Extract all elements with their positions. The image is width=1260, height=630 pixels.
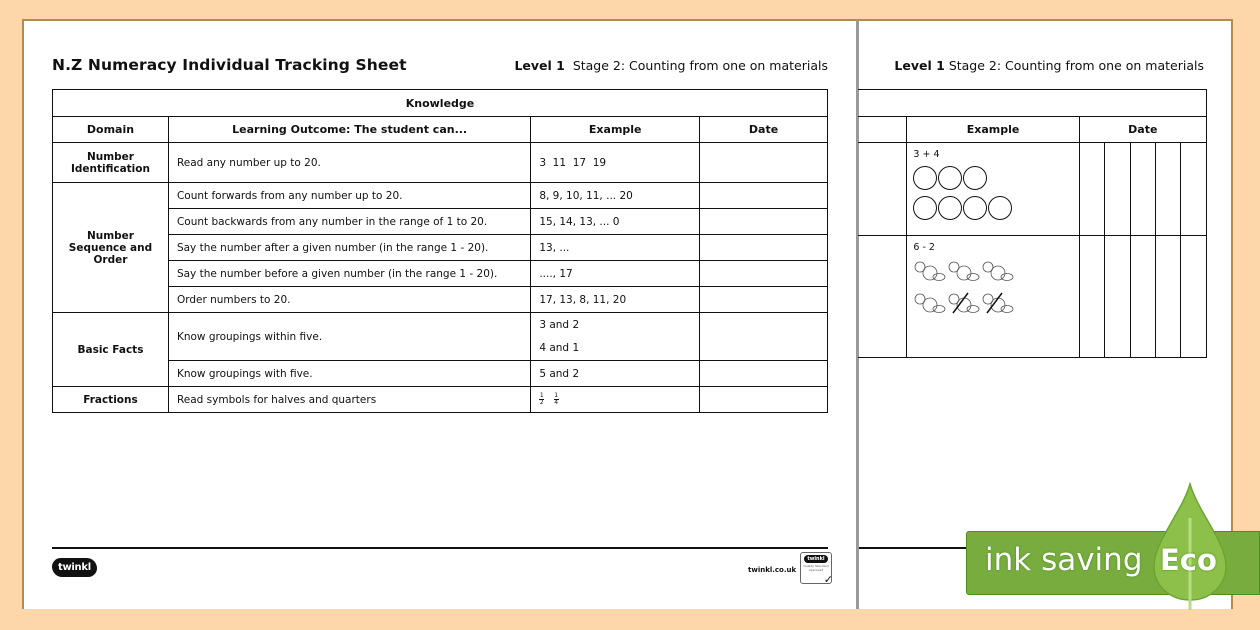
header-domain: Domain [53, 117, 169, 143]
date-cell[interactable] [1130, 143, 1155, 236]
outcome-cell: Say the number after a given number (in the range 1 - 20). [168, 235, 530, 261]
header-date: Date [700, 117, 828, 143]
ducks-illustration-icon [913, 253, 1023, 333]
outcome-cell: Know groupings with five. [168, 361, 530, 387]
circle-icon [913, 196, 937, 220]
twinkl-url[interactable]: twinkl.co.uk [748, 566, 797, 574]
outcome-cell: Read symbols for halves and quarters [168, 387, 530, 413]
level-label: Level 1 [514, 58, 565, 73]
example-cell: 15, 14, 13, ... 0 [531, 209, 700, 235]
date-cell[interactable] [700, 261, 828, 287]
checkmark-icon: ✓ [823, 573, 833, 586]
badge-logo: twinkl [804, 555, 827, 563]
twinkl-logo: twinkl [52, 558, 97, 577]
table-row [53, 287, 828, 313]
date-cell[interactable] [1079, 143, 1104, 236]
example-line: 4 and 1 [539, 341, 580, 354]
date-cell[interactable] [700, 387, 828, 413]
back-blank-cell [857, 236, 907, 358]
date-cell[interactable] [1181, 236, 1207, 358]
fraction-half [539, 393, 544, 406]
page-title: N.Z Numeracy Individual Tracking Sheet [52, 56, 407, 74]
section-header: Knowledge [53, 90, 828, 117]
date-cell[interactable] [700, 183, 828, 209]
table-row [53, 361, 828, 387]
back-row-addition [857, 143, 1207, 236]
example-cell: 13, ... [531, 235, 700, 261]
denominator: 2 [539, 399, 544, 406]
table-row [53, 313, 828, 361]
example-cell [531, 387, 700, 413]
numerator: 1 [554, 392, 559, 399]
circle-icon [988, 196, 1012, 220]
circle-icon [913, 166, 937, 190]
date-cell[interactable] [700, 235, 828, 261]
circle-icon [963, 196, 987, 220]
date-cell[interactable] [700, 143, 828, 183]
back-table [857, 89, 1207, 358]
date-cell[interactable] [700, 287, 828, 313]
back-level-label: Level 1 [894, 58, 945, 73]
date-cell[interactable] [1105, 143, 1130, 236]
ink-saving-label: ink saving [985, 542, 1143, 578]
table-row [53, 143, 828, 183]
front-page [22, 19, 858, 609]
outcome-cell: Order numbers to 20. [168, 287, 530, 313]
quality-approved-badge [800, 552, 832, 584]
back-stage-label: Stage 2: Counting from one on materials [948, 58, 1204, 73]
back-level-line [894, 58, 1204, 73]
circle-row-3 [913, 166, 1072, 190]
date-cell[interactable] [1156, 236, 1181, 358]
back-footer-divider [859, 547, 969, 549]
badge-text: Quality Standard Approved [803, 564, 829, 572]
outcome-cell: Count forwards from any number up to 20. [168, 183, 530, 209]
table-row [53, 183, 828, 209]
example-cell: 8, 9, 10, 11, ... 20 [531, 183, 700, 209]
example-label: 3 + 4 [913, 149, 940, 160]
example-cell: ...., 17 [531, 261, 700, 287]
domain-cell: Fractions [53, 387, 169, 413]
example-cell [531, 313, 700, 361]
back-section-header [857, 90, 1207, 117]
tracking-table [52, 89, 828, 413]
table-row [53, 235, 828, 261]
outcome-cell: Say the number before a given number (in the range 1 - 20). [168, 261, 530, 287]
eco-label: Eco [1160, 543, 1217, 577]
back-header-example: Example [907, 117, 1079, 143]
stage-label: Stage 2: Counting from one on materials [572, 58, 828, 73]
fraction-quarter [554, 393, 559, 406]
circle-row-4 [913, 196, 1072, 220]
domain-cell: Basic Facts [53, 313, 169, 387]
circle-icon [938, 166, 962, 190]
date-cell[interactable] [1105, 236, 1130, 358]
header-example: Example [531, 117, 700, 143]
domain-cell: Number Identification [53, 143, 169, 183]
example-line: 3 and 2 [539, 318, 580, 331]
back-blank-header [857, 117, 907, 143]
date-cell[interactable] [700, 209, 828, 235]
date-cell[interactable] [1130, 236, 1155, 358]
circle-icon [963, 166, 987, 190]
date-cell[interactable] [700, 361, 828, 387]
footer-divider [52, 547, 828, 549]
numerator: 1 [539, 392, 544, 399]
header-learning-outcome: Learning Outcome: The student can... [168, 117, 530, 143]
date-cell[interactable] [1181, 143, 1207, 236]
outcome-cell: Know groupings within five. [168, 313, 530, 361]
back-example-cell [907, 143, 1079, 236]
date-cell[interactable] [1079, 236, 1104, 358]
back-example-cell [907, 236, 1079, 358]
domain-cell: Number Sequence and Order [53, 183, 169, 313]
outcome-cell: Read any number up to 20. [168, 143, 530, 183]
date-cell[interactable] [700, 313, 828, 361]
back-header-date: Date [1079, 117, 1206, 143]
level-line [514, 58, 828, 73]
table-row [53, 209, 828, 235]
example-cell: 3 11 17 19 [531, 143, 700, 183]
denominator: 4 [554, 399, 559, 406]
table-row [53, 387, 828, 413]
back-blank-cell [857, 143, 907, 236]
outcome-cell: Count backwards from any number in the range of 1 to 20. [168, 209, 530, 235]
circle-icon [938, 196, 962, 220]
date-cell[interactable] [1156, 143, 1181, 236]
example-cell: 17, 13, 8, 11, 20 [531, 287, 700, 313]
table-row [53, 261, 828, 287]
example-label: 6 - 2 [913, 242, 935, 253]
back-row-subtraction [857, 236, 1207, 358]
example-cell: 5 and 2 [531, 361, 700, 387]
